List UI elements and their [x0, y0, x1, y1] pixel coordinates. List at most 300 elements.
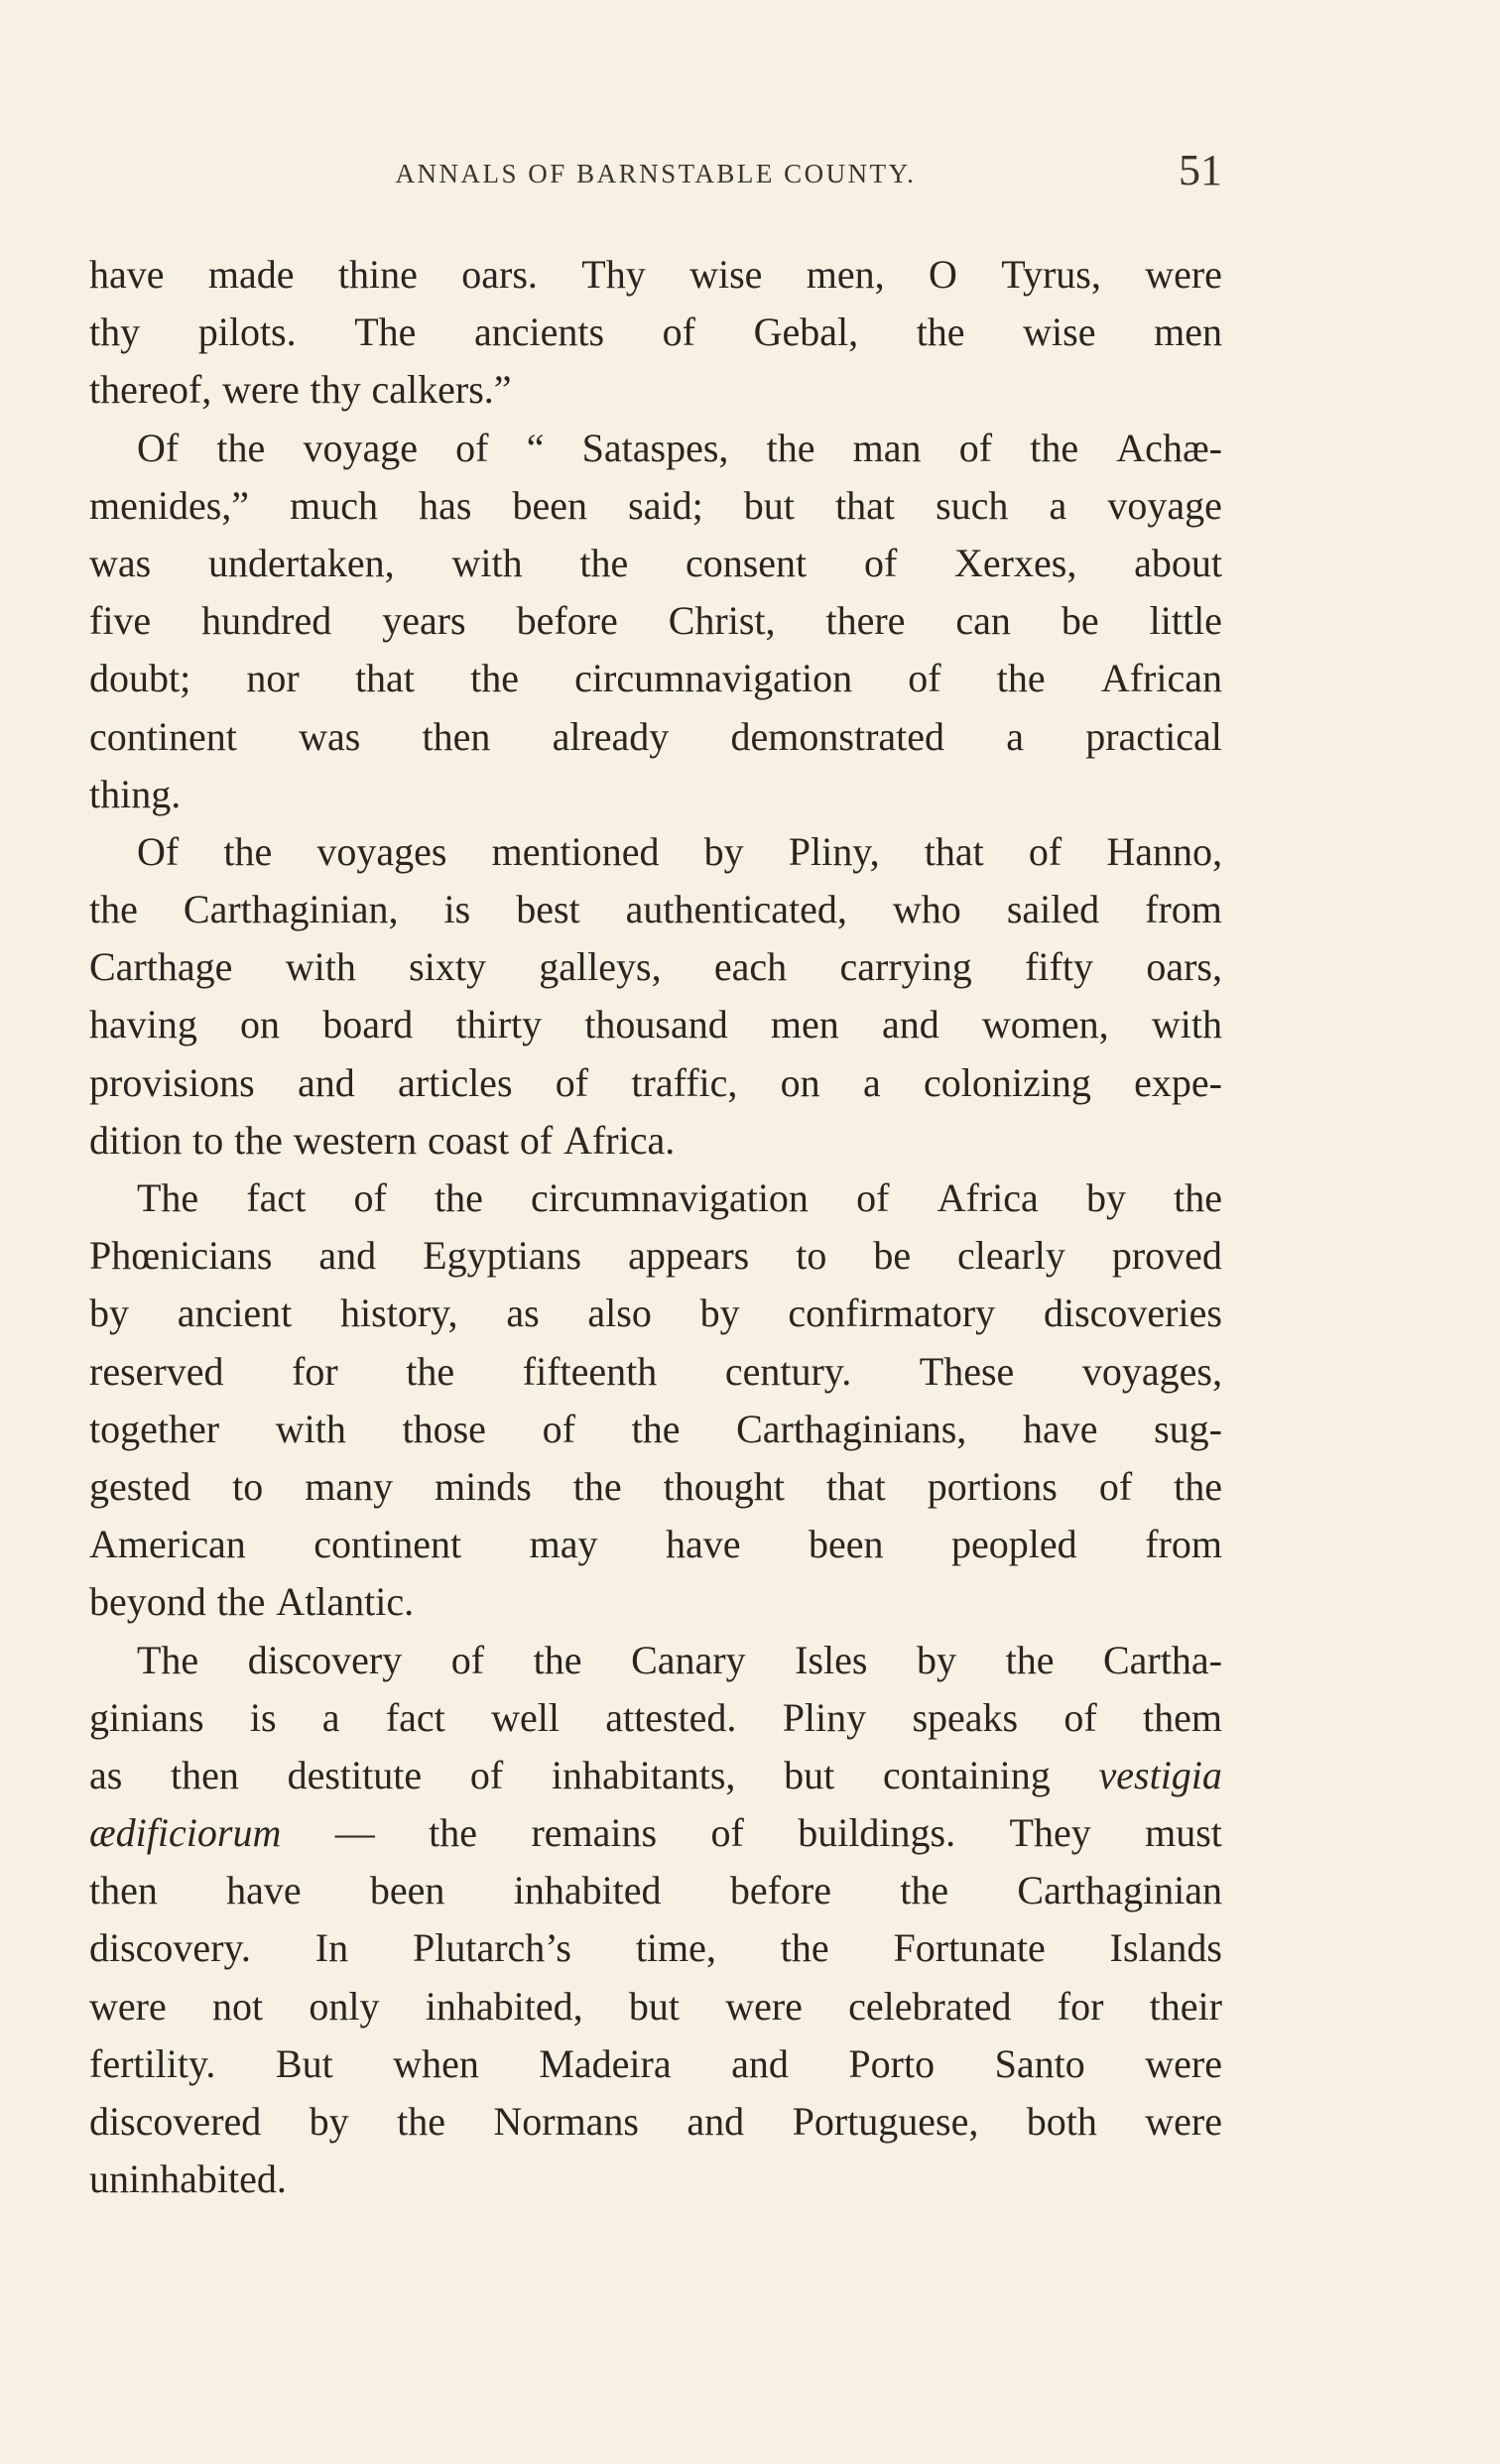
word: Porto: [848, 2040, 936, 2086]
word: be: [873, 1233, 912, 1279]
word: celebrated: [848, 1983, 1012, 2029]
word: of: [958, 425, 993, 470]
word: wise: [689, 252, 763, 297]
text-line: [89, 592, 1222, 650]
word: Islands: [1109, 1925, 1222, 1971]
word: Atlantic.: [276, 1579, 415, 1625]
word: inhabited,: [425, 1983, 583, 2029]
word: Santo: [994, 2040, 1085, 2086]
word: of: [662, 309, 695, 355]
word: can: [955, 598, 1011, 644]
word: for: [1057, 1983, 1104, 2029]
running-head: ANNALS OF BARNSTABLE COUNTY.: [395, 159, 917, 188]
word: Fortunate: [893, 1925, 1046, 1971]
page-number: 51: [1179, 146, 1222, 194]
italic-word: ædificiorum: [89, 1810, 282, 1856]
word: mentioned: [491, 828, 660, 874]
body-text: [89, 246, 1222, 2208]
word: the: [216, 425, 266, 470]
word: clearly: [957, 1233, 1065, 1279]
word: Carthaginians,: [736, 1406, 967, 1451]
word: discovered: [89, 2099, 262, 2144]
word: nor: [246, 656, 300, 701]
word: circumnavigation: [574, 656, 853, 701]
word: is: [443, 887, 471, 932]
word: men: [1154, 309, 1222, 355]
word: dition: [89, 1117, 183, 1163]
text-line: [89, 1747, 1222, 1804]
word: American: [89, 1522, 246, 1567]
word: of: [455, 425, 489, 470]
text-line: [89, 996, 1222, 1053]
word: traffic,: [631, 1059, 738, 1105]
word: thine: [337, 252, 418, 297]
word: the: [234, 1117, 283, 1163]
word: thought: [663, 1463, 785, 1509]
text-line: [89, 938, 1222, 996]
word: with: [285, 944, 356, 990]
word: a: [1049, 482, 1067, 528]
word: five: [89, 598, 152, 644]
text-line: [89, 823, 1222, 881]
word: coast: [427, 1117, 510, 1163]
word: been: [512, 482, 588, 528]
word: hundred: [201, 598, 332, 644]
word: fact: [385, 1694, 445, 1740]
word: buildings.: [798, 1810, 956, 1856]
word: Portuguese,: [792, 2099, 979, 2144]
word: already: [552, 713, 670, 759]
text-line: [89, 1804, 1222, 1862]
word: doubt;: [89, 656, 191, 701]
word: inhabited: [513, 1868, 662, 1913]
word: but: [784, 1752, 835, 1797]
word: man: [852, 425, 922, 470]
word: of: [856, 1175, 890, 1220]
word: century.: [724, 1348, 852, 1394]
word: thing.: [89, 771, 182, 816]
word: of: [469, 1752, 504, 1797]
word: been: [369, 1868, 445, 1913]
word: a: [1006, 713, 1025, 759]
word: uninhabited.: [89, 2156, 287, 2202]
word: Pliny,: [788, 828, 880, 874]
word: Christ,: [668, 598, 776, 644]
word: the: [1030, 425, 1079, 470]
word: then: [422, 713, 491, 759]
word: of: [710, 1810, 744, 1856]
word: of: [353, 1175, 387, 1220]
word: carrying: [839, 944, 972, 990]
word: They: [1009, 1810, 1091, 1856]
text-line: [89, 1862, 1222, 1919]
italic-word: vestigia: [1098, 1752, 1222, 1797]
word: the: [470, 656, 519, 701]
word: little: [1149, 598, 1222, 644]
word: by: [1085, 1175, 1126, 1220]
word: voyage: [1107, 482, 1222, 528]
word: have: [89, 252, 165, 297]
word: consent: [685, 540, 808, 585]
word: has: [419, 482, 472, 528]
text-line: [89, 420, 1222, 477]
word: O: [929, 252, 957, 297]
word: may: [529, 1522, 598, 1567]
word: Of: [137, 425, 180, 470]
text-line: [89, 1689, 1222, 1747]
word: women,: [981, 1002, 1109, 1047]
word: of: [542, 1406, 575, 1451]
word: Egyptians: [423, 1233, 582, 1279]
word: thereof,: [89, 367, 212, 413]
word: the: [900, 1868, 949, 1913]
word: These: [919, 1348, 1015, 1394]
word: best: [516, 887, 580, 932]
word: them: [1142, 1694, 1222, 1740]
word: about: [1134, 540, 1222, 585]
word: the: [996, 656, 1046, 701]
word: from: [1145, 887, 1222, 932]
word: well: [491, 1694, 560, 1740]
word: Carthage: [89, 944, 233, 990]
word: sailed: [1006, 887, 1100, 932]
word: pilots.: [197, 309, 297, 355]
word: ancients: [474, 309, 605, 355]
word: both: [1026, 2099, 1097, 2144]
text-line: [89, 1343, 1222, 1401]
text-line: [89, 304, 1222, 361]
word: time,: [635, 1925, 716, 1971]
text-line: [89, 1458, 1222, 1516]
word: of: [1063, 1694, 1097, 1740]
word: as: [506, 1291, 540, 1336]
word: then: [89, 1868, 158, 1913]
word: with: [1151, 1002, 1222, 1047]
text-line: [89, 477, 1222, 535]
word: were: [1145, 2099, 1222, 2144]
word: provisions: [89, 1059, 255, 1105]
word: the: [406, 1348, 455, 1394]
word: on: [780, 1059, 820, 1105]
word: but: [628, 1983, 680, 2029]
word: western: [293, 1117, 418, 1163]
text-line: [89, 1919, 1222, 1977]
word: and: [687, 2099, 745, 2144]
word: inhabitants,: [551, 1752, 736, 1797]
word: The: [137, 1637, 199, 1682]
word: calkers.”: [371, 367, 512, 413]
word: is: [249, 1694, 277, 1740]
word: In: [314, 1925, 349, 1971]
word: to: [232, 1463, 264, 1509]
text-line: [89, 708, 1222, 766]
word: galleys,: [539, 944, 662, 990]
word: Cartha-: [1103, 1637, 1222, 1682]
word: containing: [882, 1752, 1051, 1797]
word: only: [309, 1983, 380, 2029]
word: but: [743, 482, 795, 528]
word: wise: [1023, 309, 1096, 355]
word: Xerxes,: [954, 540, 1077, 585]
word: menides,”: [89, 482, 250, 528]
word: and: [731, 2040, 789, 2086]
word: voyages,: [1081, 1348, 1222, 1394]
text-line: [89, 2093, 1222, 2151]
word: fifty: [1025, 944, 1093, 990]
word: their: [1149, 1983, 1222, 2029]
word: not: [211, 1983, 264, 2029]
word: portions: [927, 1463, 1058, 1509]
word: discovery.: [89, 1925, 251, 1971]
word: the: [631, 1406, 681, 1451]
word: Phœnicians: [89, 1233, 273, 1279]
word: Thy: [581, 252, 646, 297]
word: the: [397, 2099, 445, 2144]
word: reserved: [89, 1348, 224, 1394]
word: —: [334, 1810, 375, 1856]
word: speaks: [912, 1694, 1019, 1740]
word: on: [240, 1002, 281, 1047]
word: been: [809, 1522, 884, 1567]
word: made: [207, 252, 295, 297]
text-line: [89, 2151, 1222, 2208]
word: the: [766, 425, 815, 470]
text-line: [89, 1401, 1222, 1458]
word: have: [1022, 1406, 1098, 1451]
word: Madeira: [539, 2040, 672, 2086]
word: many: [305, 1463, 394, 1509]
word: Africa.: [563, 1117, 676, 1163]
word: and: [318, 1233, 377, 1279]
word: for: [292, 1348, 338, 1394]
word: colonizing: [924, 1059, 1091, 1105]
word: fact: [246, 1175, 307, 1220]
word: discovery: [247, 1637, 403, 1682]
word: with: [451, 540, 523, 585]
word: Normans: [493, 2099, 639, 2144]
word: of: [863, 540, 898, 585]
word: were: [725, 1983, 803, 2029]
word: said;: [628, 482, 703, 528]
word: by: [917, 1637, 957, 1682]
text-line: [89, 535, 1222, 592]
word: board: [322, 1002, 414, 1047]
word: ancient: [177, 1291, 293, 1336]
word: voyages: [316, 828, 447, 874]
word: men,: [806, 252, 885, 297]
word: fertility.: [89, 2040, 216, 2086]
word: Isles: [795, 1637, 868, 1682]
word: the: [429, 1810, 478, 1856]
word: that: [825, 1463, 886, 1509]
word: there: [825, 598, 906, 644]
text-line: [89, 361, 1222, 419]
text-line: [89, 1573, 1222, 1631]
word: expe-: [1134, 1059, 1222, 1105]
word: were: [1145, 2040, 1222, 2086]
word: to: [796, 1233, 827, 1279]
word: years: [382, 598, 466, 644]
word: proved: [1111, 1233, 1222, 1279]
text-line: [89, 1978, 1222, 2035]
word: of: [450, 1637, 485, 1682]
word: Sataspes,: [581, 425, 729, 470]
word: of: [1098, 1463, 1133, 1509]
word: be: [1061, 598, 1099, 644]
word: were: [89, 1983, 167, 2029]
text-line: [89, 1170, 1222, 1227]
word: Achæ-: [1116, 425, 1222, 470]
word: minds: [435, 1463, 532, 1509]
word: fifteenth: [522, 1348, 658, 1394]
text-line: [89, 2035, 1222, 2093]
word: discoveries: [1043, 1291, 1222, 1336]
word: Plutarch’s: [412, 1925, 571, 1971]
word: peopled: [951, 1522, 1077, 1567]
word: Africa: [937, 1175, 1039, 1220]
word: have: [226, 1868, 302, 1913]
word: of: [908, 656, 941, 701]
word: were: [1145, 252, 1222, 297]
word: each: [713, 944, 788, 990]
word: that: [835, 482, 895, 528]
word: before: [516, 598, 618, 644]
word: were: [222, 367, 300, 413]
word: the: [1005, 1637, 1055, 1682]
word: the: [223, 828, 273, 874]
word: confirmatory: [788, 1291, 996, 1336]
word: Canary: [631, 1637, 746, 1682]
word: the: [572, 1463, 622, 1509]
word: “: [526, 425, 545, 470]
word: by: [699, 1291, 740, 1336]
word: thy: [310, 367, 361, 413]
word: beyond: [89, 1579, 206, 1625]
word: from: [1145, 1522, 1222, 1567]
word: The: [354, 309, 417, 355]
word: circumnavigation: [531, 1175, 809, 1220]
word: much: [290, 482, 379, 528]
word: of: [519, 1117, 554, 1163]
word: African: [1100, 656, 1222, 701]
word: Gebal,: [753, 309, 859, 355]
word: thy: [89, 309, 141, 355]
word: have: [665, 1522, 741, 1567]
word: appears: [628, 1233, 750, 1279]
word: with: [275, 1406, 346, 1451]
word: thirty: [455, 1002, 543, 1047]
text-line: [89, 650, 1222, 707]
word: that: [354, 656, 415, 701]
word: undertaken,: [207, 540, 395, 585]
word: was: [299, 713, 361, 759]
word: the: [1174, 1463, 1222, 1509]
word: thousand: [584, 1002, 728, 1047]
word: sixty: [409, 944, 486, 990]
word: the: [916, 309, 965, 355]
word: men: [770, 1002, 839, 1047]
word: destitute: [287, 1752, 423, 1797]
text-line: [89, 1516, 1222, 1573]
word: and: [881, 1002, 939, 1047]
word: the: [89, 887, 138, 932]
word: continent: [89, 713, 237, 759]
word: the: [216, 1579, 266, 1625]
text-line: [89, 881, 1222, 938]
word: the: [434, 1175, 483, 1220]
word: remains: [531, 1810, 658, 1856]
word: gested: [89, 1463, 191, 1509]
word: by: [309, 2099, 349, 2144]
word: But: [275, 2040, 333, 2086]
word: ginians: [89, 1694, 204, 1740]
word: such: [936, 482, 1009, 528]
word: the: [1174, 1175, 1222, 1220]
word: demonstrated: [730, 713, 945, 759]
word: and: [297, 1059, 355, 1105]
word: the: [533, 1637, 582, 1682]
word: Carthaginian,: [183, 887, 399, 932]
word: as: [89, 1752, 123, 1797]
page-header: [89, 145, 1222, 204]
word: attested.: [605, 1694, 737, 1740]
word: also: [587, 1291, 652, 1336]
word: of: [1028, 828, 1062, 874]
word: must: [1145, 1810, 1222, 1856]
word: then: [171, 1752, 239, 1797]
word: continent: [313, 1522, 462, 1567]
word: authenticated,: [625, 887, 847, 932]
word: Pliny: [782, 1694, 867, 1740]
word: by: [89, 1291, 129, 1336]
text-line: [89, 766, 1222, 823]
text-line: [89, 1112, 1222, 1170]
word: Carthaginian: [1017, 1868, 1222, 1913]
text-line: [89, 1054, 1222, 1112]
word: Of: [137, 828, 180, 874]
text-line: [89, 1632, 1222, 1689]
word: before: [729, 1868, 831, 1913]
word: those: [402, 1406, 486, 1451]
word: was: [89, 540, 152, 585]
text-line: [89, 246, 1222, 304]
word: a: [862, 1059, 881, 1105]
word: that: [924, 828, 984, 874]
word: of: [555, 1059, 589, 1105]
word: sug-: [1154, 1406, 1222, 1451]
word: Hanno,: [1106, 828, 1222, 874]
word: history,: [340, 1291, 458, 1336]
word: practical: [1085, 713, 1222, 759]
word: by: [703, 828, 744, 874]
text-line: [89, 1285, 1222, 1342]
word: the: [780, 1925, 829, 1971]
word: The: [137, 1175, 199, 1220]
word: a: [321, 1694, 340, 1740]
word: having: [89, 1002, 197, 1047]
word: Tyrus,: [1001, 252, 1101, 297]
word: to: [192, 1117, 224, 1163]
word: oars,: [1146, 944, 1222, 990]
word: when: [393, 2040, 479, 2086]
word: articles: [398, 1059, 513, 1105]
text-line: [89, 1227, 1222, 1285]
word: the: [579, 540, 629, 585]
word: who: [892, 887, 961, 932]
word: together: [89, 1406, 220, 1451]
word: oars.: [461, 252, 538, 297]
word: voyage: [303, 425, 418, 470]
